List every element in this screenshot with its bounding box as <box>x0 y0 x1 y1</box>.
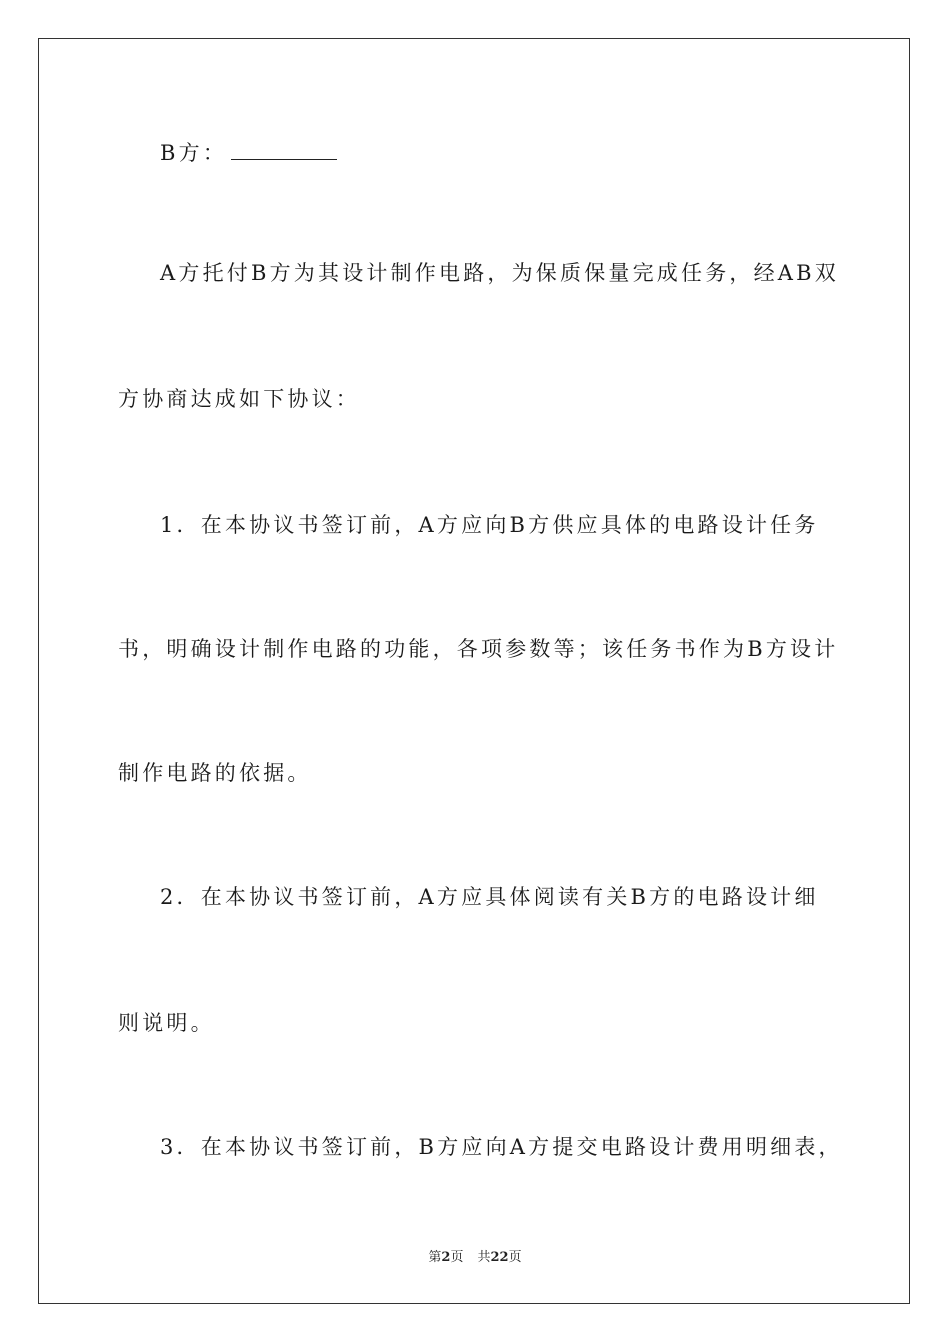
footer-total-suffix: 页 <box>508 1250 522 1265</box>
paragraph-line: 2．在本协议书签订前，A方应具体阅读有关B方的电路设计细 <box>160 885 819 909</box>
party-b-line <box>160 138 840 168</box>
party-b-blank <box>231 141 337 160</box>
party-b-label: B方： <box>160 141 228 165</box>
paragraph-line: 制作电路的依据。 <box>118 761 312 785</box>
paragraph-line: 3．在本协议书签订前，B方应向A方提交电路设计费用明细表， <box>160 1135 843 1159</box>
footer-page-suffix: 页 <box>450 1250 464 1265</box>
footer-total-pages: 22 <box>490 1250 509 1265</box>
footer-page-prefix: 第 <box>428 1250 442 1265</box>
paragraph-line: A方托付B方为其设计制作电路，为保质保量完成任务，经AB双 <box>160 261 839 285</box>
page-footer <box>0 1246 950 1265</box>
paragraph-line: 书，明确设计制作电路的功能，各项参数等；该任务书作为B方设计 <box>118 637 839 661</box>
paragraph-line: 方协商达成如下协议： <box>118 387 360 411</box>
paragraph-line: 则说明。 <box>118 1011 215 1035</box>
footer-total-prefix: 共 <box>477 1250 491 1265</box>
page-border <box>38 38 910 1304</box>
paragraph-line: 1．在本协议书签订前，A方应向B方供应具体的电路设计任务 <box>160 513 819 537</box>
footer-current-page: 2 <box>441 1250 451 1265</box>
